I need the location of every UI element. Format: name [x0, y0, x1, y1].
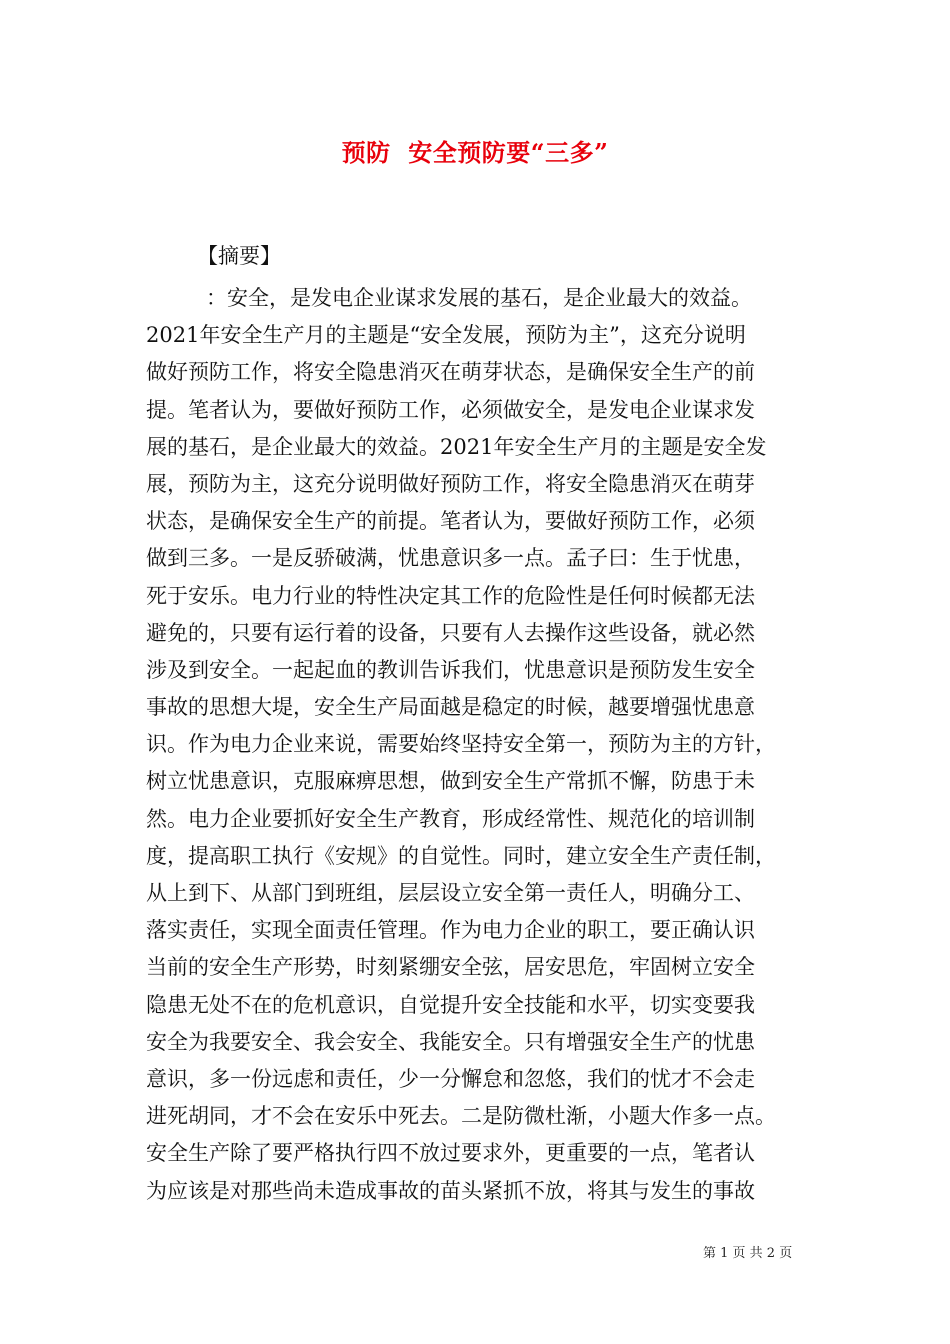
- text-line: 度，提高职工执行《安规》的自觉性。同时，建立安全生产责任制，: [146, 843, 776, 868]
- text-line: 展，预防为主，这充分说明做好预防工作，将安全隐患消灭在萌芽: [146, 471, 755, 496]
- text-line: 意识，多一份远虑和责任，少一分懈怠和忽悠，我们的忧才不会走: [146, 1066, 755, 1091]
- text-line: 当前的安全生产形势，时刻紧绷安全弦，居安思危，牢固树立安全: [146, 955, 755, 980]
- text-line: 安全为我要安全、我会安全、我能安全。只有增强安全生产的忧患: [146, 1029, 755, 1054]
- text-line: 死于安乐。电力行业的特性决定其工作的危险性是任何时候都无法: [146, 583, 755, 608]
- text-line: 进死胡同，才不会在安乐中死去。二是防微杜渐，小题大作多一点。: [146, 1104, 776, 1129]
- text-line: 安全生产除了要严格执行四不放过要求外，更重要的一点，笔者认: [146, 1141, 755, 1166]
- text-line: 从上到下、从部门到班组，层层设立安全第一责任人，明确分工、: [146, 881, 755, 905]
- text-line: 为应该是对那些尚未造成事故的苗头紧抓不放，将其与发生的事故: [146, 1178, 755, 1203]
- text-line: 状态，是确保安全生产的前提。笔者认为，要做好预防工作，必须: [146, 509, 755, 534]
- page-number: 第 1 页 共 2 页: [703, 1246, 793, 1261]
- document-title: 预防 安全预防要“三多”: [341, 138, 609, 167]
- text-line: 树立忧患意识，克服麻痹思想，做到安全生产常抓不懈，防患于未: [146, 769, 755, 794]
- text-line: 涉及到安全。一起起血的教训告诉我们，忧患意识是预防发生安全: [146, 657, 755, 682]
- text-line: 隐患无处不在的危机意识，自觉提升安全技能和水平，切实变要我: [146, 992, 755, 1017]
- text-line: 然。电力企业要抓好安全生产教育，形成经常性、规范化的培训制: [146, 806, 755, 831]
- abstract-body: [146, 280, 826, 1210]
- text-line: 做好预防工作，将安全隐患消灭在萌芽状态，是确保安全生产的前: [146, 360, 755, 385]
- text-line: 2021年安全生产月的主题是“安全发展，预防为主”，这充分说明: [146, 323, 746, 348]
- text-line: 落实责任，实现全面责任管理。作为电力企业的职工，要正确认识: [146, 918, 755, 943]
- text-line: 做到三多。一是反骄破满，忧患意识多一点。孟子曰：生于忧患，: [146, 546, 755, 571]
- text-line: 避免的，只要有运行着的设备，只要有人去操作这些设备，就必然: [146, 620, 755, 645]
- text-line: 提。笔者认为，要做好预防工作，必须做安全，是发电企业谋求发: [146, 397, 755, 422]
- text-line: ：安全，是发电企业谋求发展的基石，是企业最大的效益。: [206, 286, 752, 310]
- text-line: 展的基石，是企业最大的效益。2021年安全生产月的主题是安全发: [146, 434, 767, 459]
- abstract-label: 【摘要】: [197, 244, 281, 268]
- text-line: 识。作为电力企业来说，需要始终坚持安全第一，预防为主的方针，: [146, 732, 776, 757]
- text-line: 事故的思想大堤，安全生产局面越是稳定的时候，越要增强忧患意: [146, 695, 755, 720]
